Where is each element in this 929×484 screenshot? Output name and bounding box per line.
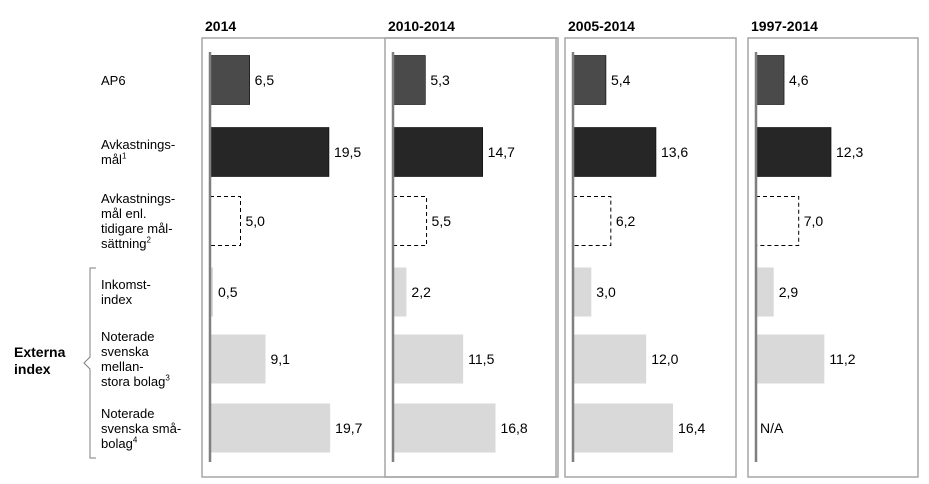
panel-title-1997-2014: 1997-2014 — [751, 18, 818, 34]
panel-title-2005-2014: 2005-2014 — [568, 18, 635, 34]
category-label-2-line-0: Avkastnings- — [101, 191, 176, 206]
category-label-2 — [101, 191, 175, 251]
category-label-5-line-1: svenska små- — [101, 420, 182, 436]
external-index-label — [14, 344, 65, 378]
footnote-marker: 4 — [132, 435, 138, 445]
value-label-1997-2014-3: 2,9 — [778, 284, 799, 300]
category-label-1-line-1: mål$^1$ — [101, 151, 127, 167]
value-label-1997-2014-1: 12,3 — [836, 144, 864, 160]
value-label-2005-2014-1: 13,6 — [660, 144, 689, 160]
value-label-2010-2014-4: 11,5 — [468, 351, 495, 367]
value-label-2005-2014-0: 5,4 — [610, 72, 631, 88]
value-label-2014-0: 6,5 — [254, 72, 275, 88]
value-label-2005-2014-4: 12,0 — [651, 351, 679, 367]
category-label-0-line-0: AP6 — [101, 72, 126, 88]
external-index-label-line1: Externa — [14, 344, 66, 360]
panel-title-2010-2014: 2010-2014 — [388, 18, 455, 34]
bar-2010-2014-5 — [393, 404, 495, 453]
category-label-5-line-2: bolag$^4$ — [101, 435, 138, 451]
value-label-2014-3: 0,5 — [218, 284, 238, 300]
value-label-2014-1: 19,5 — [333, 144, 362, 160]
category-label-1 — [101, 137, 175, 167]
value-label-2010-2014-2: 5,5 — [431, 213, 452, 229]
category-label-2-line-2: tidigare mål- — [101, 221, 173, 236]
category-label-5-line-0: Noterade — [101, 405, 155, 421]
value-label-2005-2014-2: 6,2 — [615, 213, 636, 229]
bar-2014-0 — [210, 56, 250, 105]
bar-2010-2014-1 — [393, 128, 483, 177]
category-label-0 — [101, 73, 126, 88]
bar-2010-2014-4 — [393, 335, 463, 384]
category-label-4 — [101, 329, 170, 389]
bar-1997-2014-4 — [756, 335, 824, 384]
category-label-5 — [101, 406, 181, 451]
bar-2010-2014-0 — [393, 56, 425, 105]
category-label-3-line-1: index — [101, 292, 133, 307]
category-label-4-line-2: mellan- — [101, 359, 144, 374]
category-label-4-line-0: Noterade — [101, 329, 155, 344]
bar-2005-2014-4 — [573, 335, 646, 384]
category-label-3-line-0: Inkomst- — [101, 277, 151, 292]
category-label-3 — [101, 277, 151, 307]
footnote-marker: 2 — [146, 235, 151, 245]
category-label-1-line-0: Avkastnings- — [101, 137, 176, 152]
value-label-2014-2: 5,0 — [245, 213, 265, 229]
external-index-brace — [84, 268, 96, 458]
value-label-2010-2014-0: 5,3 — [430, 72, 450, 88]
category-label-2-line-1: mål enl. — [101, 206, 147, 221]
value-label-1997-2014-4: 11,2 — [829, 351, 856, 367]
category-label-2-line-3: sättning$^2$ — [101, 235, 151, 251]
bar-2005-2014-2 — [573, 197, 611, 246]
bar-2014-4 — [210, 335, 266, 384]
bar-1997-2014-1 — [756, 128, 831, 177]
bar-2010-2014-2 — [393, 197, 427, 246]
value-label-2010-2014-3: 2,2 — [411, 284, 431, 300]
bar-2005-2014-5 — [573, 404, 673, 453]
value-label-1997-2014-5: N/A — [760, 420, 784, 436]
category-label-4-line-3: stora bolag$^3$ — [101, 373, 170, 389]
value-label-2014-4: 9,1 — [270, 351, 290, 367]
footnote-marker: 1 — [121, 151, 127, 161]
bar-2014-2 — [210, 197, 241, 246]
footnote-marker: 3 — [165, 373, 170, 383]
value-label-2014-5: 19,7 — [335, 420, 363, 436]
value-label-1997-2014-2: 7,0 — [803, 213, 824, 229]
bar-1997-2014-2 — [756, 197, 799, 246]
value-label-2010-2014-1: 14,7 — [487, 144, 515, 160]
value-label-2005-2014-3: 3,0 — [596, 284, 616, 300]
bar-2005-2014-3 — [573, 268, 591, 317]
bar-2014-1 — [210, 128, 329, 177]
value-label-2005-2014-5: 16,4 — [678, 420, 706, 436]
panel-title-2014: 2014 — [205, 18, 237, 34]
bar-2005-2014-0 — [573, 56, 606, 105]
bar-1997-2014-0 — [756, 56, 784, 105]
category-label-4-line-1: svenska — [101, 344, 149, 359]
external-index-label-line2: index — [14, 361, 51, 377]
bar-2010-2014-3 — [393, 268, 406, 317]
bar-2014-5 — [210, 404, 330, 453]
value-label-2010-2014-5: 16,8 — [500, 420, 528, 436]
value-label-1997-2014-0: 4,6 — [789, 72, 809, 88]
bar-2005-2014-1 — [573, 128, 656, 177]
bar-1997-2014-3 — [756, 268, 774, 317]
